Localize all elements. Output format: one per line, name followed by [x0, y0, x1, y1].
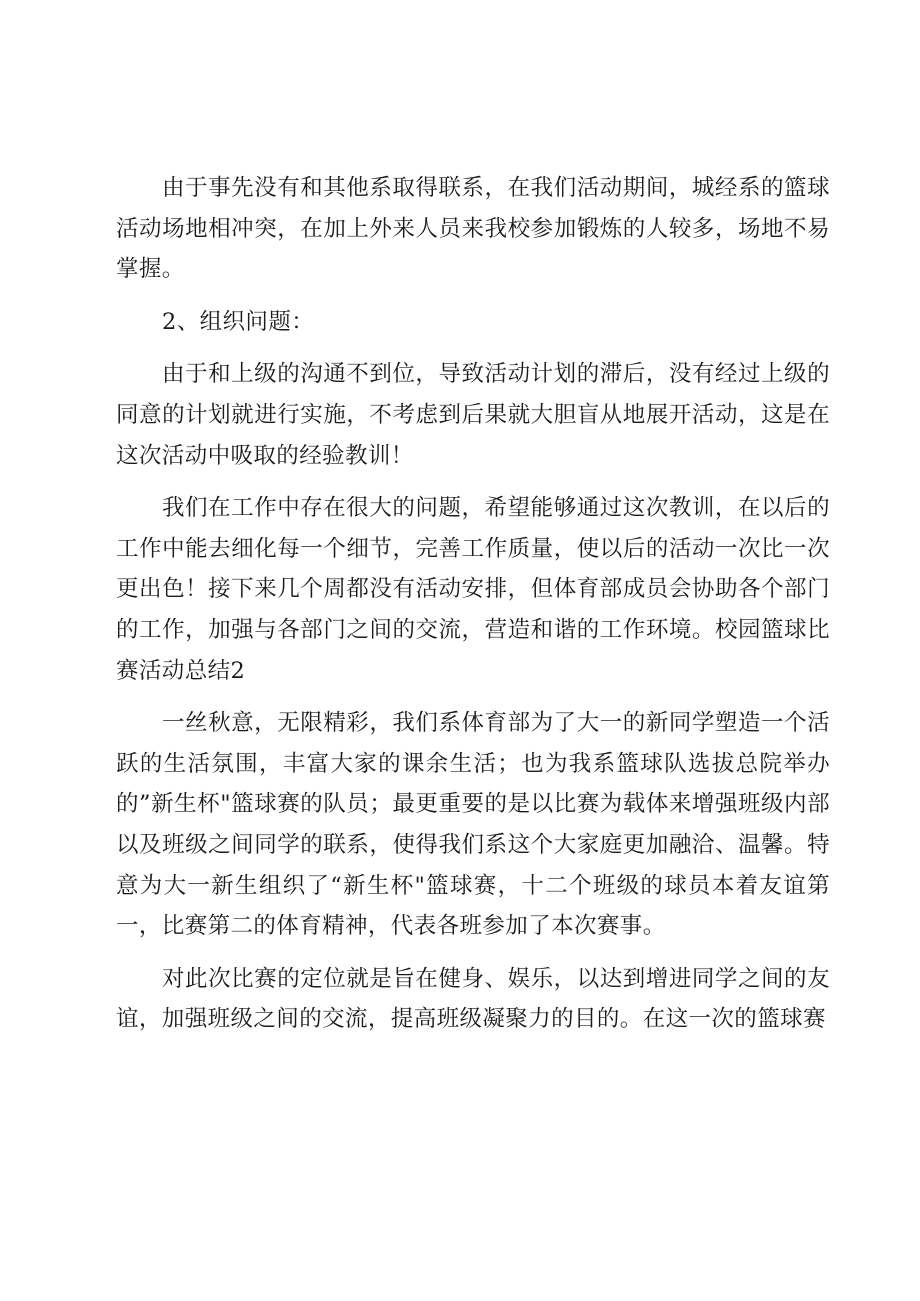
- document-body: [116, 168, 830, 1052]
- paragraph-autumn-intro: 一丝秋意，无限精彩，我们系体育部为了大一的新同学塑造一个活跃的生活氛围，丰富大家的课余生活；也为我系篮球队选拔总院举办的”新生杯"篮球赛的队员；最更重要的是以比赛为载体来增强班级内部以及班级之间同学的联系，使得我们系这个大家庭更加融洽、温馨。特意为大一新生组织了“新生杯"篮球赛，十二个班级的球员本着友谊第一，比赛第二的体育精神，代表各班参加了本次赛事。: [116, 710, 830, 940]
- paragraph-communication-issue: 由于和上级的沟通不到位，导致活动计划的滞后，没有经过上级的同意的计划就进行实施，不考虑到后果就大胆盲从地展开活动，这是在这次活动中吸取的经验教训！: [116, 361, 830, 469]
- paragraph-organization-heading: 2、组织问题：: [162, 308, 315, 335]
- paragraph-competition-purpose: 对此次比赛的定位就是旨在健身、娱乐，以达到增进同学之间的友谊，加强班级之间的交流，提高班级凝聚力的目的。在这一次的篮球赛: [116, 965, 830, 1033]
- paragraph-venue-conflict: 由于事先没有和其他系取得联系，在我们活动期间，城经系的篮球活动场地相冲突，在加上外来人员来我校参加锻炼的人较多，场地不易掌握。: [116, 175, 830, 283]
- paragraph-lessons-learned: 我们在工作中存在很大的问题，希望能够通过这次教训，在以后的工作中能去细化每一个细节，完善工作质量，使以后的活动一次比一次更出色！接下来几个周都没有活动安排，但体育部成员会协助各个部门的工作，加强与各部门之间的交流，营造和谐的工作环境。校园篮球比赛活动总结2: [116, 495, 830, 684]
